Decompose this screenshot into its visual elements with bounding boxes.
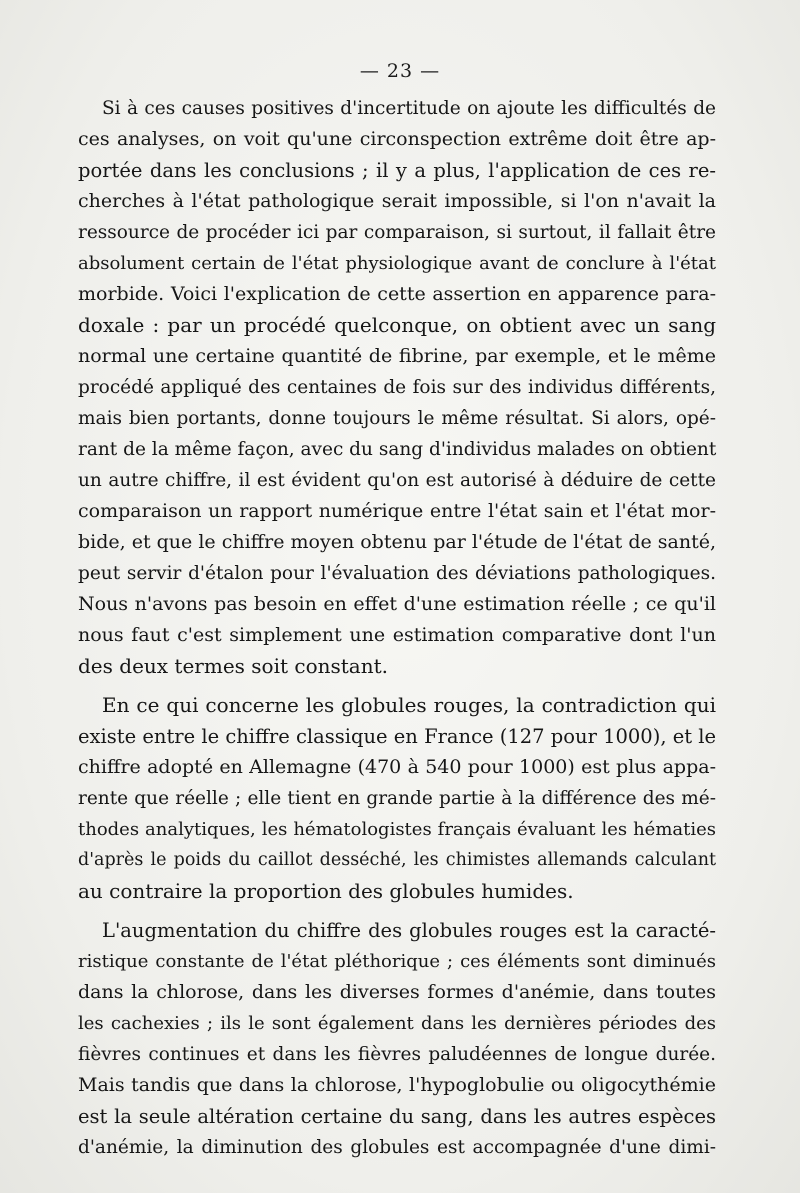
text-line: bide, et que le chiffre moyen obtenu par l'étude de l'état de santé, <box>78 531 716 553</box>
text-line: comparaison un rapport numérique entre l'état sain et l'état mor- <box>78 500 716 522</box>
text-line: normal une certaine quantité de fibrine, par exemple, et le même <box>78 345 716 367</box>
text-line: est la seule altération certaine du sang, dans les autres espèces <box>78 1105 716 1128</box>
text-line: Mais tandis que dans la chlorose, l'hypoglobulie ou oligocythémie <box>78 1074 716 1096</box>
paragraph-1 <box>78 93 716 682</box>
text-line: ces analyses, on voit qu'une circonspection extrême doit être ap- <box>78 128 716 150</box>
text-line: cherches à l'état pathologique serait impossible, si l'on n'avait la <box>78 190 716 212</box>
text-line: thodes analytiques, les hématologistes français évaluant les hématies <box>78 819 716 840</box>
text-line: Nous n'avons pas besoin en effet d'une estimation réelle ; ce qu'il <box>78 593 716 615</box>
text-line: au contraire la proportion des globules humides. <box>78 879 574 903</box>
page-number: — 23 — <box>359 60 441 82</box>
text-line: les cachexies ; ils le sont également dans les dernières périodes des <box>78 1013 716 1034</box>
text-line: absolument certain de l'état physiologique avant de conclure à l'état <box>78 253 716 274</box>
text-line: des deux termes soit constant. <box>78 654 388 678</box>
text-line: procédé appliqué des centaines de fois sur des individus différents, <box>78 377 716 398</box>
paragraph-2 <box>78 690 716 907</box>
text-line: fièvres continues et dans les fièvres paludéennes de longue durée. <box>78 1044 716 1065</box>
text-line: portée dans les conclusions ; il y a plus, l'application de ces re- <box>78 159 716 182</box>
text-line: ristique constante de l'état pléthorique ; ces éléments sont diminués <box>78 951 716 972</box>
text-line: doxale : par un procédé quelconque, on obtient avec un sang <box>78 313 716 337</box>
text-line: d'après le poids du caillot desséché, les chimistes allemands calculant <box>78 850 716 870</box>
paragraph-3 <box>78 915 716 1163</box>
text-line: un autre chiffre, il est évident qu'on est autorisé à déduire de cette <box>78 470 716 491</box>
text-line: d'anémie, la diminution des globules est accompagnée d'une dimi- <box>78 1137 716 1158</box>
text-line: nous faut c'est simplement une estimation comparative dont l'un <box>78 624 716 646</box>
text-line: En ce qui concerne les globules rouges, la contradiction qui <box>102 693 716 717</box>
text-line: rant de la même façon, avec du sang d'individus malades on obtient <box>78 439 717 460</box>
text-line: mais bien portants, donne toujours le même résultat. Si alors, opé- <box>78 408 716 429</box>
text-line: peut servir d'étalon pour l'évaluation des déviations pathologiques. <box>78 563 716 584</box>
text-line: chiffre adopté en Allemagne (470 à 540 pour 1000) est plus appa- <box>78 756 716 778</box>
text-line: existe entre le chiffre classique en France (127 pour 1000), et le <box>78 725 717 748</box>
text-line: Si à ces causes positives d'incertitude on ajoute les difficultés de <box>102 98 716 119</box>
text-line: dans la chlorose, dans les diverses formes d'anémie, dans toutes <box>78 981 716 1003</box>
body-text <box>78 93 716 1163</box>
text-line: rente que réelle ; elle tient en grande partie à la différence des mé- <box>78 788 716 809</box>
text-line: morbide. Voici l'explication de cette assertion en apparence para- <box>78 283 716 305</box>
text-line: ressource de procéder ici par comparaison, si surtout, il fallait être <box>78 222 716 243</box>
text-line: L'augmentation du chiffre des globules rouges est la caracté- <box>102 919 716 942</box>
